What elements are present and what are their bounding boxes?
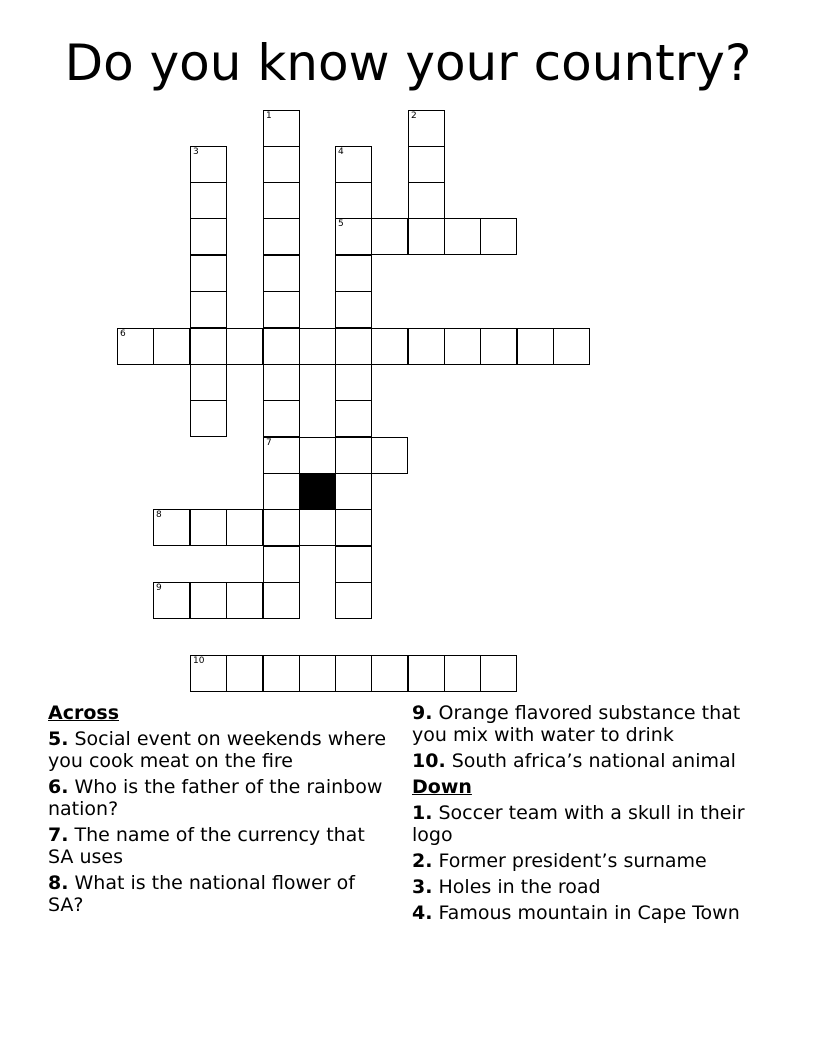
clue-number: 2 [411,111,417,121]
grid-cell[interactable] [153,582,190,619]
grid-cell[interactable] [190,400,227,437]
grid-cell[interactable] [226,328,263,365]
grid-cell[interactable] [408,110,445,147]
clues-left-column [48,702,393,920]
grid-cell[interactable] [335,182,372,219]
grid-cell[interactable] [335,400,372,437]
clue-number: 1 [266,111,272,121]
grid-cell[interactable] [444,218,481,255]
grid-cell[interactable] [190,364,227,401]
grid-cell[interactable] [444,328,481,365]
across-clue: 5. Social event on weekends where you cook meat on the fire [48,728,387,772]
down-clue: 2. Former president’s surname [412,850,707,872]
grid-cell[interactable] [190,218,227,255]
grid-cell[interactable] [190,655,227,692]
grid-cell[interactable] [408,655,445,692]
grid-cell[interactable] [371,437,408,474]
grid-cell[interactable] [299,328,336,365]
grid-cell[interactable] [263,291,300,328]
down-clue: 4. Famous mountain in Cape Town [412,902,740,924]
grid-cell[interactable] [226,509,263,546]
grid-cell[interactable] [444,655,481,692]
grid-cell[interactable] [553,328,590,365]
grid-cell[interactable] [335,255,372,292]
down-clue: 3. Holes in the road [412,876,601,898]
grid-cell[interactable] [408,328,445,365]
grid-cell[interactable] [371,218,408,255]
grid-cell[interactable] [117,328,154,365]
grid-cell[interactable] [335,364,372,401]
down-heading: Down [412,776,472,798]
clue-number: 9 [156,583,162,593]
clue-number: 8 [156,510,162,520]
grid-cell[interactable] [408,218,445,255]
grid-cell[interactable] [153,509,190,546]
grid-cell[interactable] [335,146,372,183]
grid-cell[interactable] [335,509,372,546]
across-clue: 7. The name of the currency that SA uses [48,824,365,868]
grid-cell[interactable] [263,110,300,147]
grid-cell[interactable] [190,582,227,619]
clue-number: 3 [193,147,199,157]
grid-cell[interactable] [263,655,300,692]
grid-cell[interactable] [190,182,227,219]
grid-cell[interactable] [480,655,517,692]
across-clue: 9. Orange flavored substance that you mix with water to drink [412,702,741,746]
grid-cell[interactable] [263,328,300,365]
clue-number: 7 [266,438,272,448]
grid-cell[interactable] [263,364,300,401]
clue-number: 4 [338,147,344,157]
grid-cell[interactable] [335,328,372,365]
clue-number: 5 [338,219,344,229]
grid-cell[interactable] [335,546,372,583]
across-heading: Across [48,702,120,724]
clue-number: 10 [193,656,205,666]
grid-cell[interactable] [190,255,227,292]
grid-cell[interactable] [299,437,336,474]
grid-cell[interactable] [263,473,300,510]
black-cell [299,473,336,510]
grid-cell[interactable] [263,218,300,255]
grid-cell[interactable] [226,655,263,692]
grid-cell[interactable] [335,473,372,510]
clues-right-column [412,702,772,928]
across-clue: 10. South africa’s national animal [412,750,736,772]
across-clue: 6. Who is the father of the rainbow nation? [48,776,383,820]
grid-cell[interactable] [408,146,445,183]
grid-cell[interactable] [299,655,336,692]
grid-cell[interactable] [190,509,227,546]
down-clue: 1. Soccer team with a skull in their logo [412,802,745,846]
grid-cell[interactable] [263,582,300,619]
grid-cell[interactable] [263,400,300,437]
grid-cell[interactable] [190,328,227,365]
grid-cell[interactable] [190,291,227,328]
grid-cell[interactable] [335,437,372,474]
page-title: Do you know your country? [64,34,752,92]
across-clue: 8. What is the national flower of SA? [48,872,355,916]
grid-cell[interactable] [263,437,300,474]
grid-cell[interactable] [335,655,372,692]
grid-cell[interactable] [263,182,300,219]
grid-cell[interactable] [299,509,336,546]
grid-cell[interactable] [335,582,372,619]
grid-cell[interactable] [153,328,190,365]
grid-cell[interactable] [335,291,372,328]
grid-cell[interactable] [190,146,227,183]
grid-cell[interactable] [263,255,300,292]
grid-cell[interactable] [226,582,263,619]
grid-cell[interactable] [371,655,408,692]
grid-cell[interactable] [335,218,372,255]
grid-cell[interactable] [371,328,408,365]
grid-cell[interactable] [480,218,517,255]
grid-cell[interactable] [480,328,517,365]
grid-cell[interactable] [263,146,300,183]
grid-cell[interactable] [263,546,300,583]
grid-cell[interactable] [408,182,445,219]
grid-cell[interactable] [263,509,300,546]
clue-number: 6 [120,329,126,339]
grid-cell[interactable] [517,328,554,365]
